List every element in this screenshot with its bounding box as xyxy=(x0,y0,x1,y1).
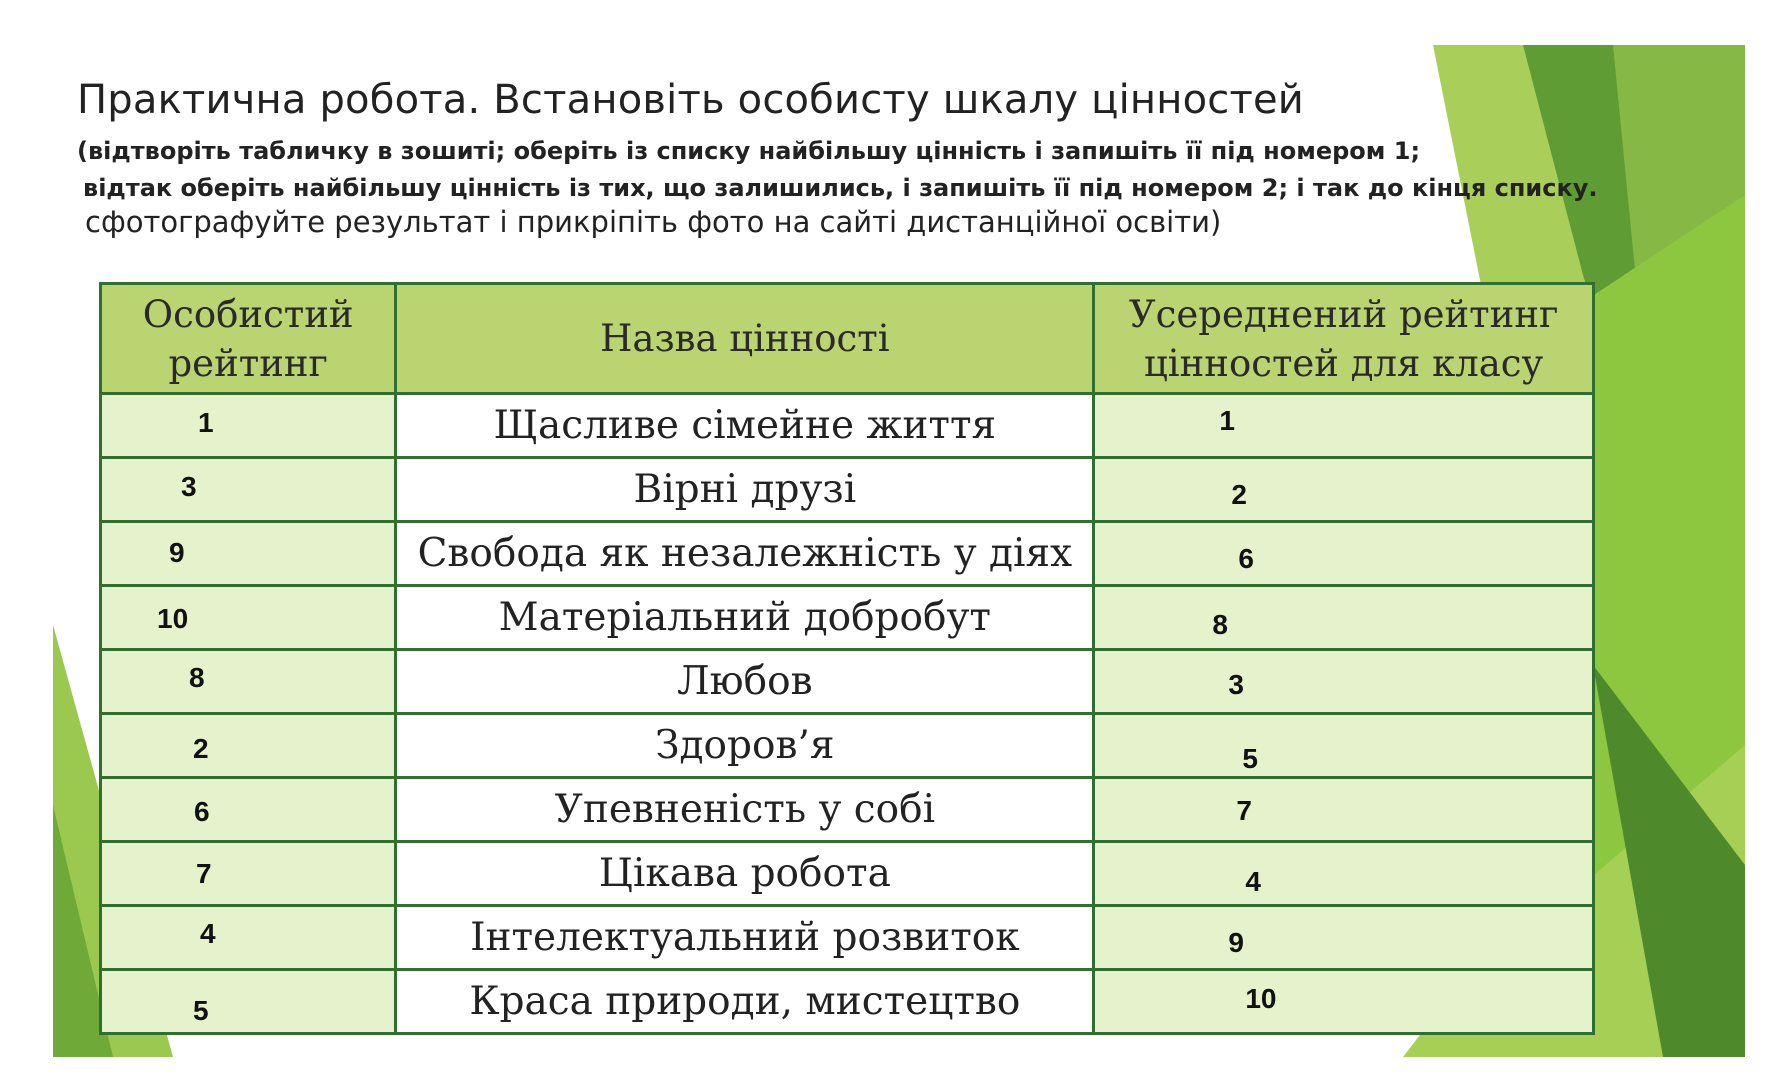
table-row xyxy=(101,458,1594,522)
instruction-line-3: сфотографуйте результат і прикріпіть фото на сайті дистанційної освіти) xyxy=(85,205,1222,239)
class-average-value: 1 xyxy=(1219,405,1235,436)
table-row xyxy=(101,778,1594,842)
personal-rating-value: 6 xyxy=(194,796,210,827)
value-name-cell: Здоров’я xyxy=(396,714,1094,778)
personal-rating-value: 5 xyxy=(193,995,209,1026)
class-average-value: 5 xyxy=(1242,743,1258,774)
personal-rating-value: 9 xyxy=(169,537,185,568)
header-personal-rating-line2: рейтинг xyxy=(168,341,328,385)
personal-rating-cell xyxy=(101,586,396,650)
class-average-cell xyxy=(1094,714,1594,778)
table-row xyxy=(101,586,1594,650)
personal-rating-cell xyxy=(101,970,396,1034)
class-average-value: 6 xyxy=(1238,543,1254,574)
header-class-average-line2: цінностей для класу xyxy=(1144,341,1544,385)
table-row xyxy=(101,714,1594,778)
personal-rating-value: 8 xyxy=(189,662,205,693)
class-average-cell xyxy=(1094,650,1594,714)
class-average-cell xyxy=(1094,842,1594,906)
header-class-average-line1: Усереднений рейтинг xyxy=(1128,292,1559,336)
personal-rating-cell xyxy=(101,778,396,842)
class-average-cell xyxy=(1094,586,1594,650)
value-name-cell: Свобода як незалежність у діях xyxy=(396,522,1094,586)
table-row xyxy=(101,842,1594,906)
value-name-cell: Краса природи, мистецтво xyxy=(396,970,1094,1034)
class-average-value: 10 xyxy=(1245,983,1277,1014)
instruction-line-1: (відтворіть табличку в зошиті; оберіть із списку найбільшу цінність і запишіть її під номером 1; xyxy=(77,137,1421,165)
table-header-row xyxy=(101,284,1594,394)
personal-rating-cell xyxy=(101,522,396,586)
class-average-cell xyxy=(1094,394,1594,458)
header-class-average xyxy=(1094,284,1594,394)
header-personal-rating-line1: Особистий xyxy=(142,292,354,336)
class-average-value: 9 xyxy=(1228,927,1244,958)
class-average-cell xyxy=(1094,906,1594,970)
class-average-value: 8 xyxy=(1212,609,1228,640)
personal-rating-value: 3 xyxy=(181,471,197,502)
personal-rating-cell xyxy=(101,906,396,970)
page-title: Практична робота. Встановіть особисту шкалу цінностей xyxy=(77,77,1304,123)
class-average-value: 7 xyxy=(1236,795,1252,826)
personal-rating-value: 2 xyxy=(193,733,209,764)
value-name-cell: Щасливе сімейне життя xyxy=(396,394,1094,458)
value-name-cell: Матеріальний добробут xyxy=(396,586,1094,650)
value-name-cell: Упевненість у собі xyxy=(396,778,1094,842)
header-personal-rating xyxy=(101,284,396,394)
class-average-cell xyxy=(1094,458,1594,522)
class-average-value: 2 xyxy=(1231,479,1247,510)
table-row xyxy=(101,394,1594,458)
table-row xyxy=(101,650,1594,714)
value-name-cell: Інтелектуальний розвиток xyxy=(396,906,1094,970)
class-average-cell xyxy=(1094,522,1594,586)
table-row xyxy=(101,522,1594,586)
personal-rating-cell xyxy=(101,650,396,714)
header-value-name: Назва цінності xyxy=(396,284,1094,394)
class-average-cell xyxy=(1094,778,1594,842)
value-name-cell: Вірні друзі xyxy=(396,458,1094,522)
instruction-line-2: відтак оберіть найбільшу цінність із тих, що залишились, і запишіть її під номером 2; і так до кінця списку. xyxy=(83,174,1598,202)
values-rating-table xyxy=(99,282,1595,1035)
personal-rating-cell xyxy=(101,842,396,906)
value-name-cell: Любов xyxy=(396,650,1094,714)
personal-rating-value: 1 xyxy=(198,407,214,438)
value-name-cell: Цікава робота xyxy=(396,842,1094,906)
class-average-cell xyxy=(1094,970,1594,1034)
personal-rating-value: 7 xyxy=(196,858,212,889)
personal-rating-cell xyxy=(101,394,396,458)
personal-rating-cell xyxy=(101,458,396,522)
personal-rating-value: 10 xyxy=(157,603,189,634)
personal-rating-value: 4 xyxy=(200,918,216,949)
slide xyxy=(53,45,1745,1057)
class-average-value: 3 xyxy=(1228,669,1244,700)
table-row xyxy=(101,906,1594,970)
personal-rating-cell xyxy=(101,714,396,778)
table-row xyxy=(101,970,1594,1034)
class-average-value: 4 xyxy=(1245,866,1261,897)
